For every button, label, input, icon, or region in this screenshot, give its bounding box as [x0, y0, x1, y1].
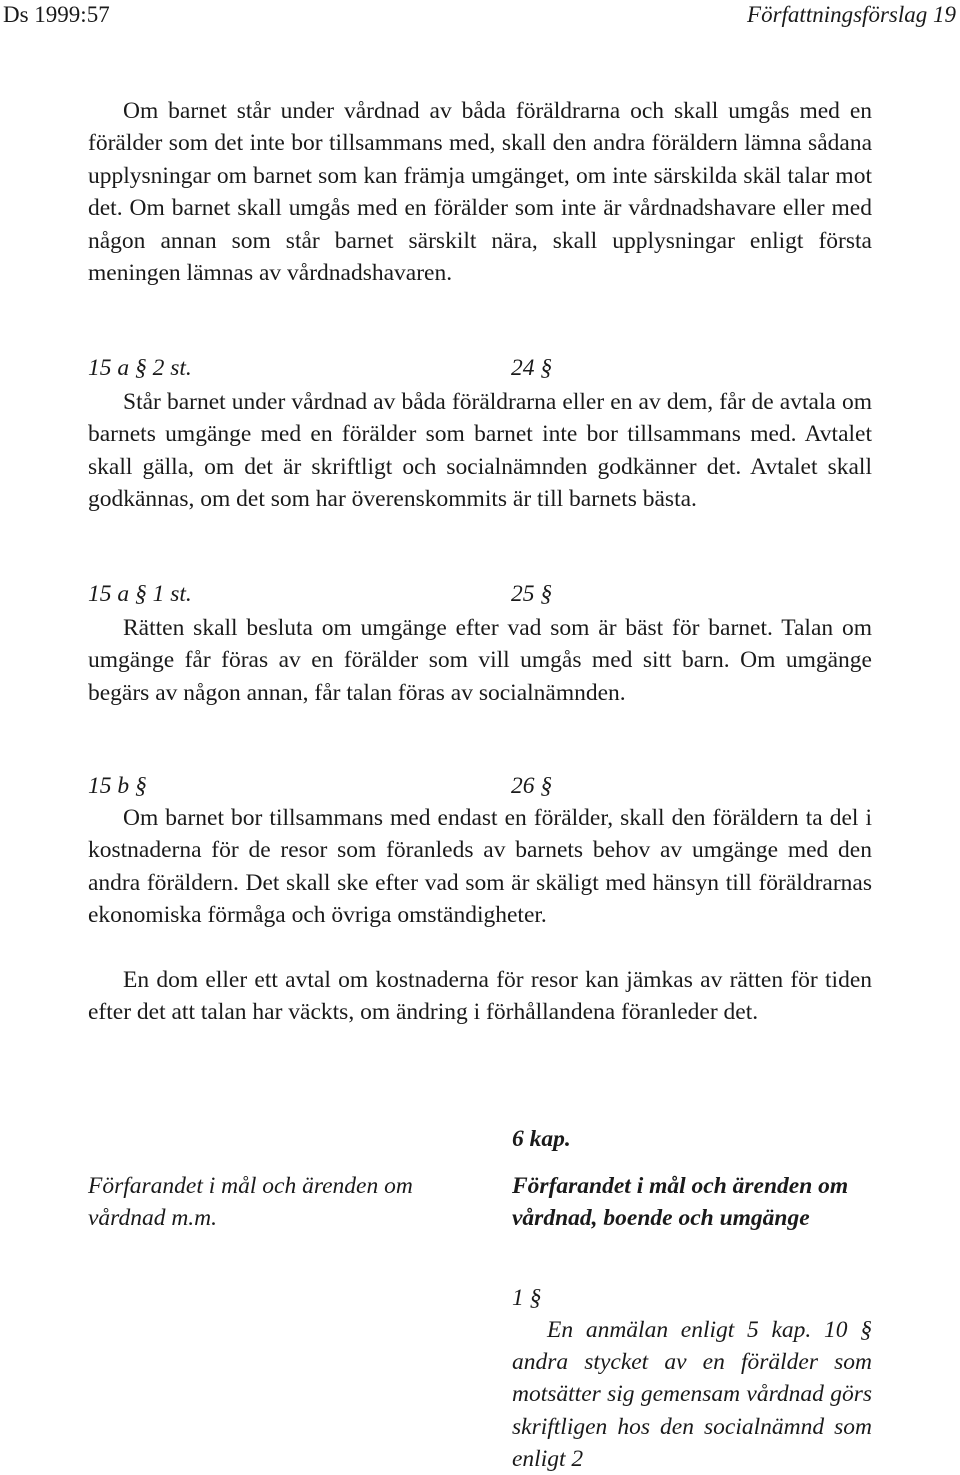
new-section-number: 26 § [511, 773, 553, 799]
old-section-ref: 15 a § 2 st. [88, 355, 192, 381]
paragraph-anmalan: En anmälan enligt 5 kap. 10 § andra stycket av en förälder som motsätter sig gemensam vårdnad görs skriftligen hos den socialnämnd som enligt 2 [512, 1317, 872, 1472]
page-header [0, 0, 960, 34]
new-chapter-heading: Förfarandet i mål och ärenden om vårdnad, boende och umgänge [512, 1173, 849, 1232]
document-id: Ds 1999:57 [3, 2, 110, 27]
paragraph-jamkning: En dom eller ett avtal om kostnaderna för resor kan jämkas av rätten för tiden efter det att talan har väckts, om ändring i förhållandena föranleder det. [88, 967, 872, 1026]
section-reference-25 [88, 578, 872, 610]
page-section-and-number: Författningsförslag 19 [747, 2, 956, 27]
new-section-number: 25 § [511, 581, 553, 607]
chapter-label: 6 kap. [512, 1126, 571, 1152]
section-reference-26 [88, 770, 872, 802]
old-section-ref: 15 b § [88, 773, 147, 799]
paragraph-ratten-besluta: Rätten skall besluta om umgänge efter vad som är bäst för barnet. Talan om umgänge får föras av en förälder som vill umgås med sitt barn. Om umgänge begärs av någon annan, får talan föras av socialnämnden. [88, 615, 872, 706]
section-reference-24 [88, 352, 872, 384]
paragraph-upplysningar: Om barnet står under vårdnad av båda föräldrarna och skall umgås med en förälder som det inte bor tillsammans med, skall den andra föräldern lämna sådana upplysningar om barnet som kan främja umgänget, om inte särskilda skäl talar mot det. Om barnet skall umgås med en förälder som inte är vårdnadshavare eller med någon annan som står barnet särskilt nära, skall upplysningar enligt första meningen lämnas av vårdnadshavaren. [88, 98, 872, 287]
section-number-1: 1 § [512, 1285, 542, 1311]
new-section-number: 24 § [511, 355, 553, 381]
old-chapter-heading: Förfarandet i mål och ärenden om vårdnad m.m. [88, 1173, 413, 1232]
paragraph-resekostnader: Om barnet bor tillsammans med endast en förälder, skall den föräldern ta del i kostnaderna för de resor som föranleds av barnets behov av umgänge med den andra föräldern. Det skall ske efter vad som är skäligt med hänsyn till föräldrarnas ekonomiska förmåga och övriga omständigheter. [88, 805, 872, 929]
paragraph-avtal-umgange: Står barnet under vårdnad av båda föräldrarna eller en av dem, får de avtala om barnets umgänge med en förälder som barnet inte bor tillsammans med. Avtalet skall gälla, om det är skriftligt och socialnämnden godkänner det. Avtalet skall godkännas, om det som har överenskommits är till barnets bästa. [88, 389, 872, 513]
old-section-ref: 15 a § 1 st. [88, 581, 192, 607]
